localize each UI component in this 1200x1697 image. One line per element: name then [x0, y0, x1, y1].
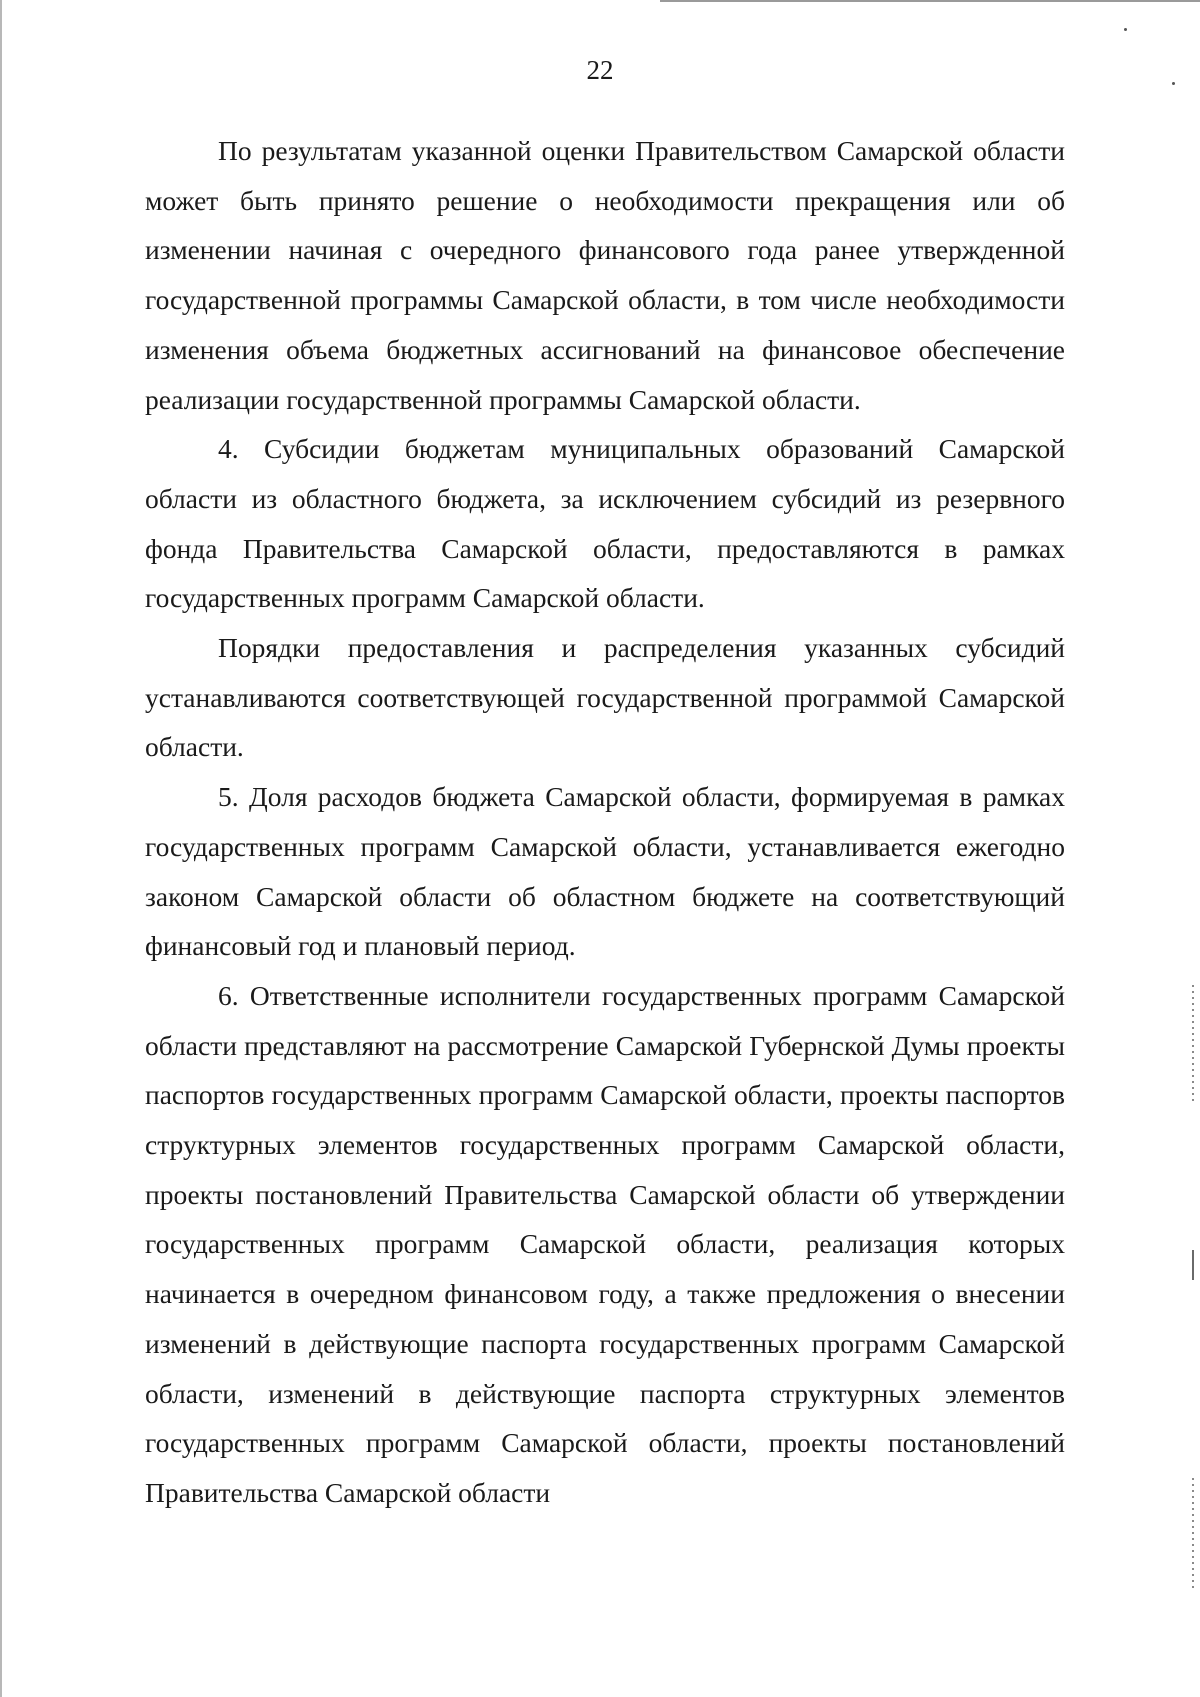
scan-margin-mark — [1192, 1250, 1194, 1280]
scan-speck — [1124, 28, 1127, 31]
paragraph-item-5: 5. Доля расходов бюджета Самарской области, формируемая в рамках государственных программ Самарской области, устанавливается ежегодно законом Самарской области об областном бюджете на соответствующий финансовый год и плановый период. — [145, 781, 1065, 962]
scan-margin-mark — [1192, 985, 1194, 1105]
paragraph-subsidy-procedures: Порядки предоставления и распределения указанных субсидий устанавливаются соответствующей государственной программой Самарской области. — [145, 632, 1065, 763]
document-body — [145, 126, 1065, 1518]
scan-margin-mark — [1192, 1478, 1194, 1588]
scan-top-edge — [660, 0, 1200, 2]
paragraph-item-6: 6. Ответственные исполнители государственных программ Самарской области представляют на рассмотрение Самарской Губернской Думы проекты паспортов государственных программ Самарской области, проекты паспортов структурных элементов государственных программ Самарской области, проекты постановлений Правительства Самарской области об утверждении государственных программ Самарской области, реализация которых начинается в очередном финансовом году, а также предложения о внесении изменений в действующие паспорта государственных программ Самарской области, изменений в действующие паспорта структурных элементов государственных программ Самарской области, проекты постановлений Правительства Самарской области — [145, 979, 1065, 1508]
scan-left-edge — [0, 0, 2, 1697]
paragraph-assessment-result: По результатам указанной оценки Правительством Самарской области может быть принято решение о необходимости прекращения или об изменении начиная с очередного финансового года ранее утвержденной государственной программы Самарской области, в том числе необходимости изменения объема бюджетных ассигнований на финансовое обеспечение реализации государственной программы Самарской области. — [145, 135, 1065, 415]
page-number: 22 — [586, 55, 614, 85]
paragraph-item-4: 4. Субсидии бюджетам муниципальных образований Самарской области из областного бюджета, за исключением субсидий из резервного фонда Правительства Самарской области, предоставляются в рамках государственных программ Самарской области. — [145, 433, 1065, 614]
